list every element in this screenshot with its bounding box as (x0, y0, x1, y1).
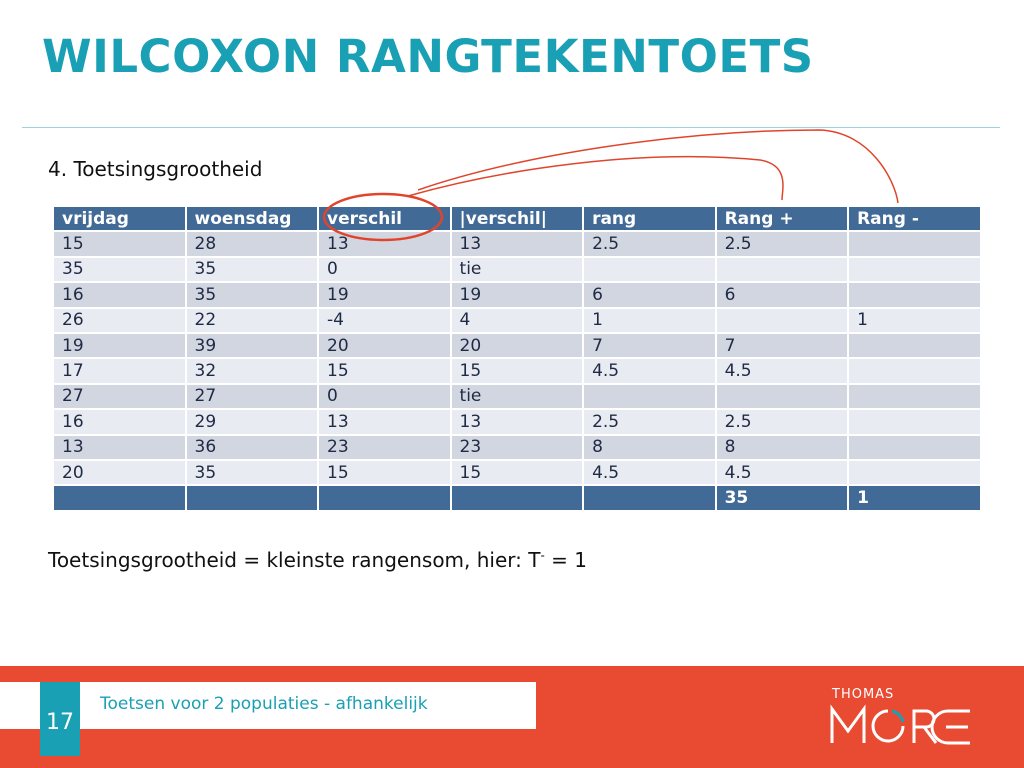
totals-cell (452, 486, 583, 509)
table-cell (849, 283, 980, 306)
table-cell: 1 (849, 309, 980, 332)
note-superscript: - (540, 548, 545, 563)
note-text: Toetsingsgrootheid = kleinste rangensom, hier: T (48, 548, 541, 572)
column-header: |verschil| (452, 207, 583, 230)
totals-cell (319, 486, 450, 509)
table-row (54, 232, 980, 255)
table-cell: 4.5 (717, 359, 848, 382)
table-cell: tie (452, 258, 583, 281)
totals-cell (584, 486, 715, 509)
table-cell: 28 (187, 232, 318, 255)
table-cell: 15 (452, 359, 583, 382)
table-cell: 0 (319, 385, 450, 408)
logo-wordmark (828, 687, 978, 747)
table-cell (849, 410, 980, 433)
table-cell: 7 (717, 334, 848, 357)
table-cell: 27 (54, 385, 185, 408)
table-cell: 1 (584, 309, 715, 332)
table-cell: 19 (54, 334, 185, 357)
page-number: 17 (46, 710, 74, 735)
annotation-arrow-rang-min (418, 130, 898, 203)
table-cell: 23 (319, 436, 450, 459)
table-cell: 13 (54, 436, 185, 459)
table-totals-row (54, 486, 980, 509)
table-cell: 19 (452, 283, 583, 306)
table-cell: 20 (54, 461, 185, 484)
totals-cell: 35 (717, 486, 848, 509)
table-cell: tie (452, 385, 583, 408)
table-cell: 35 (187, 283, 318, 306)
table-body (54, 232, 980, 484)
thomas-more-logo (828, 687, 978, 747)
slide-title: WILCOXON RANGTEKENTOETS (42, 30, 814, 83)
table-cell: 13 (319, 232, 450, 255)
table-cell (849, 258, 980, 281)
table-cell: 20 (319, 334, 450, 357)
table-row (54, 436, 980, 459)
table-cell: 15 (319, 461, 450, 484)
table-row (54, 359, 980, 382)
table-row (54, 258, 980, 281)
table-cell: 4.5 (584, 461, 715, 484)
table-cell: 15 (319, 359, 450, 382)
column-header: Rang + (717, 207, 848, 230)
section-subtitle: 4. Toetsingsgrootheid (48, 157, 263, 181)
data-table (52, 205, 982, 512)
table-cell: 0 (319, 258, 450, 281)
table-cell: 39 (187, 334, 318, 357)
table-row (54, 461, 980, 484)
column-header: verschil (319, 207, 450, 230)
table-cell: 2.5 (717, 232, 848, 255)
column-header: rang (584, 207, 715, 230)
table-cell (849, 436, 980, 459)
table-row (54, 385, 980, 408)
table-cell: 4 (452, 309, 583, 332)
table-cell (849, 232, 980, 255)
table-cell: 17 (54, 359, 185, 382)
table-cell (717, 309, 848, 332)
table-cell (849, 359, 980, 382)
totals-cell (187, 486, 318, 509)
column-header: vrijdag (54, 207, 185, 230)
column-header: Rang - (849, 207, 980, 230)
table-cell: 35 (54, 258, 185, 281)
table-row (54, 410, 980, 433)
table-cell (584, 385, 715, 408)
table-cell: 36 (187, 436, 318, 459)
column-header: woensdag (187, 207, 318, 230)
logo-top-line: THOMAS (832, 687, 895, 702)
table-cell: 35 (187, 461, 318, 484)
table-header-row (54, 207, 980, 230)
table-cell: 22 (187, 309, 318, 332)
table-cell: 29 (187, 410, 318, 433)
table-cell: 2.5 (584, 410, 715, 433)
table-row (54, 334, 980, 357)
totals-cell (54, 486, 185, 509)
table-cell (717, 385, 848, 408)
totals-cell: 1 (849, 486, 980, 509)
table-cell: 6 (717, 283, 848, 306)
table-row (54, 309, 980, 332)
table-cell (849, 334, 980, 357)
table-cell: 15 (54, 232, 185, 255)
table-cell: 4.5 (717, 461, 848, 484)
table-cell: 15 (452, 461, 583, 484)
table-cell: -4 (319, 309, 450, 332)
table-cell: 19 (319, 283, 450, 306)
title-divider (22, 127, 1000, 128)
table-cell: 7 (584, 334, 715, 357)
table-cell (717, 258, 848, 281)
table-cell: 2.5 (717, 410, 848, 433)
table-cell: 23 (452, 436, 583, 459)
conclusion-note (48, 548, 587, 572)
table-cell: 20 (452, 334, 583, 357)
annotation-arrow-rang-plus (408, 157, 783, 200)
table-cell (584, 258, 715, 281)
table-cell: 32 (187, 359, 318, 382)
table-cell: 13 (452, 232, 583, 255)
table-cell: 26 (54, 309, 185, 332)
table-row (54, 283, 980, 306)
table-cell: 4.5 (584, 359, 715, 382)
footer-title: Toetsen voor 2 populaties - afhankelijk (100, 694, 428, 714)
table-cell (849, 461, 980, 484)
table-cell: 35 (187, 258, 318, 281)
table-cell: 16 (54, 410, 185, 433)
table-cell: 16 (54, 283, 185, 306)
note-suffix: = 1 (544, 548, 588, 572)
table-cell (849, 385, 980, 408)
table-cell: 6 (584, 283, 715, 306)
table-cell: 8 (717, 436, 848, 459)
table-cell: 8 (584, 436, 715, 459)
table-cell: 13 (319, 410, 450, 433)
table-cell: 2.5 (584, 232, 715, 255)
table-cell: 13 (452, 410, 583, 433)
table-cell: 27 (187, 385, 318, 408)
